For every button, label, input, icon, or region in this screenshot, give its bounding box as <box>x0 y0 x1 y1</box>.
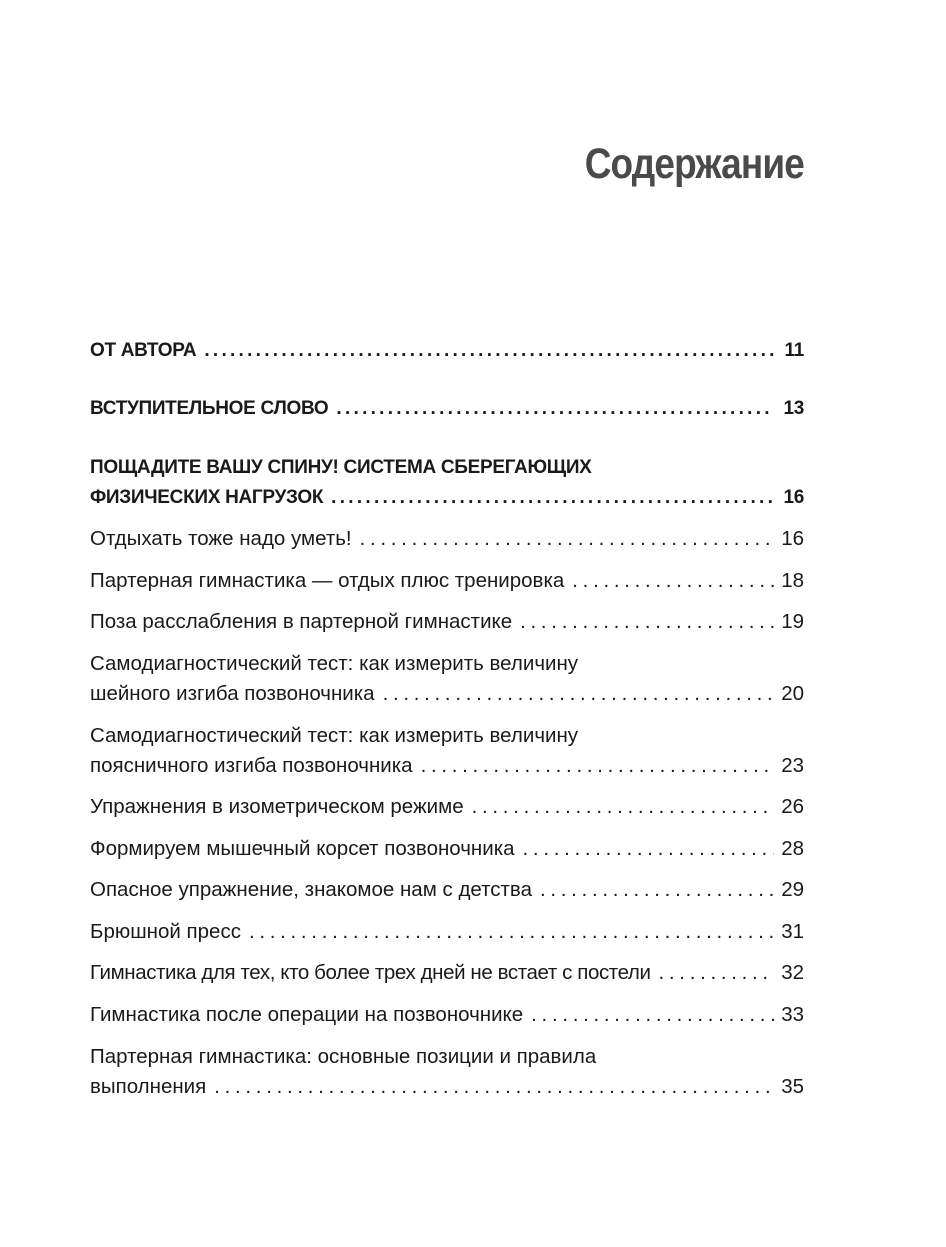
toc-entry-title: Гимнастика для тех, кто более трех дней не встает с постели <box>90 961 651 984</box>
dot-leader <box>520 607 774 637</box>
toc-entry-title: Поза расслабления в партерной гимнастике <box>90 610 513 633</box>
toc-entry[interactable] <box>90 1042 804 1102</box>
toc-entry[interactable] <box>90 1000 804 1030</box>
dot-leader <box>331 483 774 513</box>
toc-entry-title: Гимнастика после операции на позвоночнике <box>90 1003 524 1026</box>
toc-page-number: 26 <box>781 795 804 818</box>
toc-entry[interactable] <box>90 875 804 905</box>
toc-page-number: 13 <box>783 398 804 419</box>
dot-leader <box>383 679 774 709</box>
toc-page-number: 28 <box>781 837 804 860</box>
toc-page-number: 32 <box>781 961 804 984</box>
toc-entry-title-line: Самодиагностический тест: как измерить величину <box>90 724 579 747</box>
toc-entry-title: шейного изгиба позвоночника <box>90 682 375 705</box>
toc-entry[interactable] <box>90 721 804 781</box>
dot-leader <box>659 958 774 988</box>
toc-page-number: 20 <box>781 682 804 705</box>
toc-entry[interactable] <box>90 649 804 709</box>
toc-entry-title-line: Самодиагностический тест: как измерить величину <box>90 652 579 675</box>
toc-entry[interactable] <box>90 958 804 988</box>
toc-page-number: 11 <box>784 340 804 361</box>
dot-leader <box>249 917 774 947</box>
toc-entry-title: поясничного изгиба позвоночника <box>90 754 413 777</box>
dot-leader <box>360 524 774 554</box>
dot-leader <box>204 336 774 366</box>
dot-leader <box>523 834 774 864</box>
toc-page-number: 23 <box>781 754 804 777</box>
toc-page-number: 29 <box>781 878 804 901</box>
toc-entry-title-line: ПОЩАДИТЕ ВАШУ СПИНУ! СИСТЕМА СБЕРЕГАЮЩИХ <box>90 457 592 478</box>
toc-page-number: 19 <box>781 610 804 633</box>
dot-leader <box>421 751 774 781</box>
toc-entry[interactable] <box>90 792 804 822</box>
toc-entry[interactable] <box>90 336 804 366</box>
toc-entry-title: Партерная гимнастика — отдых плюс тренировка <box>90 569 565 592</box>
toc-page-number: 18 <box>781 569 804 592</box>
toc-entry-title: Упражнения в изометрическом режиме <box>90 795 464 818</box>
toc-entry-title: ФИЗИЧЕСКИХ НАГРУЗОК <box>90 487 324 508</box>
dot-leader <box>531 1000 774 1030</box>
toc-page-number: 35 <box>781 1075 804 1098</box>
toc-entry-title: выполнения <box>90 1075 207 1098</box>
toc-entry[interactable] <box>90 917 804 947</box>
dot-leader <box>572 566 774 596</box>
toc-entry-title: Опасное упражнение, знакомое нам с детства <box>90 878 532 901</box>
toc-entry[interactable] <box>90 607 804 637</box>
toc-page-number: 31 <box>781 920 804 943</box>
toc-entry-title: Отдыхать тоже надо уметь! <box>90 527 352 550</box>
toc-entry[interactable] <box>90 834 804 864</box>
toc-entry-title-line: Партерная гимнастика: основные позиции и правила <box>90 1045 597 1068</box>
toc-entry-title: ОТ АВТОРА <box>90 340 197 361</box>
toc-page-number: 16 <box>781 527 804 550</box>
toc-entry-title: Брюшной пресс <box>90 920 241 943</box>
dot-leader <box>472 792 774 822</box>
toc-entry[interactable] <box>90 453 804 513</box>
page-title: Содержание <box>584 140 804 188</box>
toc-entry[interactable] <box>90 566 804 596</box>
toc-entry-title: Формируем мышечный корсет позвоночника <box>90 837 515 860</box>
toc-entry-title: ВСТУПИТЕЛЬНОЕ СЛОВО <box>90 398 329 419</box>
toc-entry[interactable] <box>90 394 804 424</box>
dot-leader <box>214 1072 774 1102</box>
toc-entry[interactable] <box>90 524 804 554</box>
dot-leader <box>336 394 774 424</box>
toc-page-number: 16 <box>783 487 804 508</box>
toc-page-number: 33 <box>781 1003 804 1026</box>
dot-leader <box>540 875 774 905</box>
